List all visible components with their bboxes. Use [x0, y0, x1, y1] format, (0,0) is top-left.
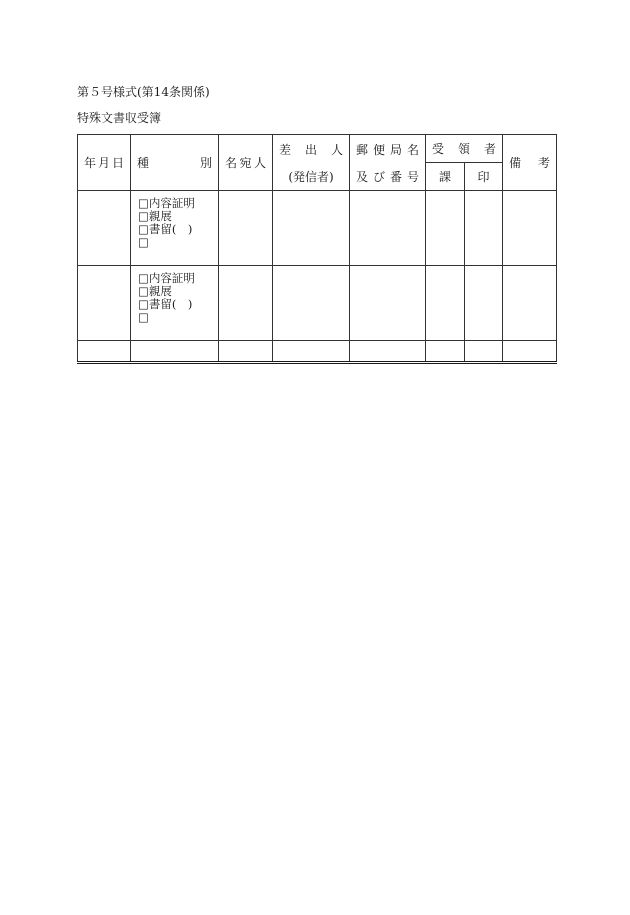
header-post-office-char: 名 — [406, 142, 419, 157]
type-option-registered[interactable]: □書留( ) — [138, 222, 193, 236]
cell-receiver-section[interactable] — [426, 266, 465, 341]
type-option-content-certification[interactable]: □内容証明 — [138, 196, 195, 210]
header-receiver-section-label: 課 — [438, 170, 451, 184]
header-receiver — [426, 135, 503, 163]
cell-remarks[interactable] — [503, 191, 557, 266]
header-receiver-char: 受 — [432, 142, 445, 156]
table-row — [78, 266, 557, 341]
header-sender-char: 人 — [330, 142, 343, 157]
cell-date[interactable] — [78, 266, 131, 341]
cell-addressee[interactable] — [219, 266, 273, 341]
header-post-office-sub-char: 及 — [356, 169, 369, 184]
header-sender-char: 出 — [304, 142, 317, 157]
header-type-char: 別 — [199, 156, 212, 170]
cell-type[interactable] — [131, 266, 219, 341]
type-option-registered[interactable]: □書留( ) — [138, 297, 193, 311]
type-option-confidential[interactable]: □親展 — [138, 209, 172, 223]
header-post-office-sub-char: 号 — [406, 169, 419, 184]
cell-post-office[interactable] — [350, 341, 426, 363]
cell-date[interactable] — [78, 191, 131, 266]
cell-addressee[interactable] — [219, 191, 273, 266]
form-number: 第５号様式(第14条関係) — [77, 85, 210, 99]
table-row — [78, 341, 557, 363]
header-post-office-sub-char: 番 — [389, 169, 402, 184]
header-type-char: 種 — [137, 156, 150, 170]
header-receiver-seal-label: 印 — [477, 170, 490, 184]
cell-post-office[interactable] — [350, 191, 426, 266]
cell-date[interactable] — [78, 341, 131, 363]
header-date-char: 年 — [84, 156, 97, 170]
header-sender-note: (発信者) — [288, 169, 334, 184]
header-post-office-char: 郵 — [356, 142, 369, 157]
header-remarks-char: 備 — [509, 156, 522, 170]
cell-addressee[interactable] — [219, 341, 273, 363]
cell-receiver-section[interactable] — [426, 341, 465, 363]
cell-sender[interactable] — [273, 341, 350, 363]
receipt-ledger-table — [77, 134, 557, 364]
header-receiver-char: 領 — [458, 142, 471, 156]
header-sender — [273, 135, 350, 191]
type-option-content-certification[interactable]: □内容証明 — [138, 271, 195, 285]
cell-sender[interactable] — [273, 191, 350, 266]
header-post-office-sub-char: び — [372, 169, 385, 184]
header-receiver-char: 者 — [484, 142, 497, 156]
header-receiver-section — [426, 163, 465, 191]
cell-post-office[interactable] — [350, 266, 426, 341]
header-addressee — [219, 135, 273, 191]
header-addressee-char: 名 — [225, 156, 238, 170]
cell-receiver-seal[interactable] — [465, 341, 503, 363]
cell-receiver-section[interactable] — [426, 191, 465, 266]
header-post-office-char: 便 — [372, 142, 385, 157]
cell-type[interactable] — [131, 341, 219, 363]
header-addressee-char: 宛 — [239, 156, 252, 170]
cell-receiver-seal[interactable] — [465, 191, 503, 266]
header-remarks-char: 考 — [538, 156, 551, 170]
header-post-office — [350, 135, 426, 191]
cell-sender[interactable] — [273, 266, 350, 341]
cell-remarks[interactable] — [503, 266, 557, 341]
document-title: 特殊文書収受簿 — [77, 111, 162, 125]
cell-receiver-seal[interactable] — [465, 266, 503, 341]
header-date — [78, 135, 131, 191]
cell-remarks[interactable] — [503, 341, 557, 363]
table-row — [78, 191, 557, 266]
type-option-other[interactable]: □ — [138, 310, 149, 324]
cell-type[interactable] — [131, 191, 219, 266]
header-addressee-char: 人 — [253, 156, 266, 170]
header-date-char: 月 — [97, 156, 110, 170]
type-option-other[interactable]: □ — [138, 235, 149, 249]
header-type — [131, 135, 219, 191]
header-post-office-char: 局 — [389, 142, 402, 157]
type-option-confidential[interactable]: □親展 — [138, 284, 172, 298]
header-remarks — [503, 135, 557, 191]
header-receiver-seal — [465, 163, 503, 191]
header-sender-char: 差 — [279, 142, 292, 157]
header-row-top — [78, 135, 557, 163]
header-date-char: 日 — [111, 156, 124, 170]
